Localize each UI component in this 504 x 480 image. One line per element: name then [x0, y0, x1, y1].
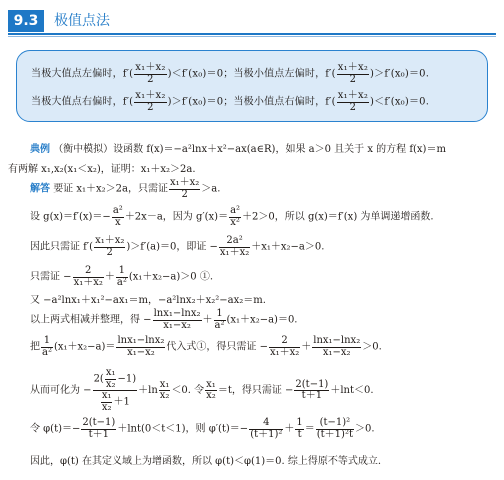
solution-line-8: 从而可化为 − 2( $\frac{\text{x₁}}{\text{x₂}}$ −1) $\frac{\text{x₁}}{\text{x₂}}$ ＋1 ＋ln $\frac{\text{x₁}}{\text{x₂}}$ ＜0. 令 $\frac{\text{x₁}}{\text{x₂}}$ ＝t，得只需证 − $\frac{2(t-1)}{t+1}$ ＋lnt＜0. — [30, 367, 374, 413]
solution-line-4: 只需证 − $\frac{2}{\text{x₁＋x₂}}$ ＋ $\frac{1}{\text{a²}}$ (x₁＋x₂−a)＞0 ①. — [30, 265, 214, 288]
solution-line-3: 因此只需证 f′( $\frac{\text{x₁＋x₂}}{2}$ )＞f′(a)＝0，即证 − $\frac{\text{2a²}}{\text{x₁＋x₂}}$ ＋x₁＋x₂−a＞0. — [30, 235, 325, 258]
header-rule — [8, 33, 496, 35]
solution-line-2: 设 g(x)＝f′(x)＝− $\frac{\text{a²}}{x}$ ＋2x－a，因为 g′(x)＝ $\frac{\text{a²}}{\text{x²}}$ ＋2＞0，所以 g(x)＝f′(x) 为单调递增函数. — [30, 205, 434, 228]
header-rule-thin — [8, 36, 496, 37]
solution-line-5: 又 −a²lnx₁＋x₁²−ax₁＝m，−a²lnx₂＋x₂²−ax₂＝m. — [30, 295, 266, 306]
summary-line-1: 当极大值点左偏时，f′( $\frac{\text{x₁＋x₂}}{2}$ )＜f′(x₀)＝0；当极小值点左偏时，f′( $\frac{\text{x₁＋x₂}}{2}$ )＞f′(x₀)＝0. — [31, 62, 430, 85]
solution-line-9: 令 φ(t)＝− $\frac{2(t-1)}{t+1}$ ＋lnt(0＜t＜1)，则 φ′(t)＝− $\frac{4}{\text{(t＋1)²}}$ ＋ $\frac{1}{t}$ ＝ $\frac{\text{(t−1)²}}{\text{(t＋1)²t}}$ ＞0. — [30, 417, 375, 440]
example-line-1: 典例 （衡中模拟）设函数 f(x)＝−a²lnx＋x²−ax(a∈R)，如果 a＞0 且关于 x 的方程 f(x)＝m — [30, 144, 446, 155]
solution-line-1: 解答 要证 x₁＋x₂＞2a，只需证 $\frac{\text{x₁＋x₂}}{2}$ ＞a. — [30, 177, 221, 200]
section-title: 极值点法 — [54, 13, 110, 29]
example-line-2: 有两解 x₁,x₂(x₁＜x₂)，证明：x₁＋x₂＞2a. — [8, 164, 196, 175]
summary-box — [16, 50, 488, 122]
section-number: 9.3 — [8, 10, 44, 32]
summary-line-2: 当极大值点右偏时，f′( $\frac{\text{x₁＋x₂}}{2}$ )＞f′(x₀)＝0；当极小值点右偏时，f′( $\frac{\text{x₁＋x₂}}{2}$ )＜f′(x₀)＝0. — [31, 90, 430, 113]
solution-line-6: 以上两式相减并整理，得 − $\frac{\text{lnx₁−lnx₂}}{\text{x₁−x₂}}$ ＋ $\frac{1}{\text{a²}}$ (x₁＋x₂−a)＝0. — [30, 308, 298, 331]
solution-line-10: 因此，φ(t) 在其定义域上为增函数，所以 φ(t)＜φ(1)＝0. 综上得原不等式成立. — [30, 456, 382, 467]
example-tag: 典例 — [30, 144, 50, 155]
solution-tag: 解答 — [30, 183, 50, 195]
solution-line-7: 把 $\frac{1}{\text{a²}}$ (x₁＋x₂−a)＝ $\frac{\text{lnx₁−lnx₂}}{\text{x₁−x₂}}$ 代入式①，得只需证 − $\frac{2}{\text{x₁＋x₂}}$ ＋ $\frac{\text{lnx₁−lnx₂}}{\text{x₁−x₂}}$ ＞0. — [30, 335, 382, 358]
